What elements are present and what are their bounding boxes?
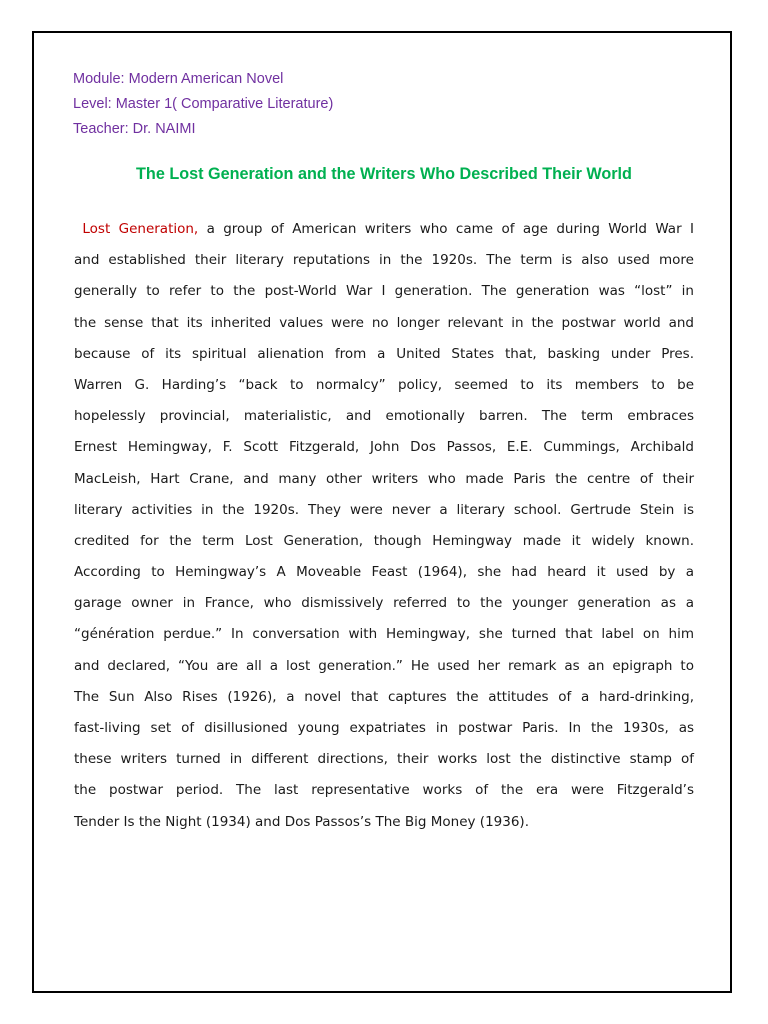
paragraph-line: Warren G. Harding’s “back to normalcy” policy, seemed to its members to be: [74, 376, 694, 393]
paragraph-line: credited for the term Lost Generation, though Hemingway made it widely known.: [74, 532, 694, 549]
paragraph-line: hopelessly provincial, materialistic, and emotionally barren. The term embraces: [74, 408, 694, 425]
paragraph-line: MacLeish, Hart Crane, and many other writers who made Paris the centre of their: [74, 470, 694, 487]
paragraph-line: generally to refer to the post-World War I generation. The generation was “lost” in: [74, 283, 694, 300]
paragraph-line: fast-living set of disillusioned young expatriates in postwar Paris. In the 1930s, as: [74, 720, 694, 736]
paragraph-line: The Sun Also Rises (1926), a novel that captures the attitudes of a hard-drinking,: [74, 688, 694, 705]
paragraph-line: [74, 214, 694, 245]
paragraph-line: because of its spiritual alienation from a United States that, basking under Pres.: [74, 345, 694, 362]
paragraph-line-text: a group of American writers who came of age during World War I: [206, 221, 694, 237]
paragraph-line: Ernest Hemingway, F. Scott Fitzgerald, John Dos Passos, E.E. Cummings, Archibald: [74, 439, 694, 456]
teacher-label: Teacher: Dr. NAIMI: [73, 121, 196, 137]
paragraph-line: the sense that its inherited values were no longer relevant in the postwar world and: [74, 314, 694, 331]
paragraph-line: literary activities in the 1920s. They were never a literary school. Gertrude Stein is: [74, 501, 694, 518]
body-paragraph: [74, 214, 694, 838]
document-title: The Lost Generation and the Writers Who Described Their World: [136, 165, 632, 183]
paragraph-line: and established their literary reputations in the 1920s. The term is also used more: [74, 252, 694, 269]
paragraph-line: garage owner in France, who dismissively referred to the younger generation as a: [74, 595, 694, 612]
level-label: Level: Master 1( Comparative Literature): [73, 96, 334, 112]
paragraph-line: these writers turned in different directions, their works lost the distinctive stamp of: [74, 751, 694, 768]
paragraph-line: and declared, “You are all a lost generation.” He used her remark as an epigraph to: [74, 657, 694, 674]
lead-term: Lost Generation,: [82, 221, 199, 237]
paragraph-line: Tender Is the Night (1934) and Dos Passos’s The Big Money (1936).: [74, 813, 529, 830]
paragraph-line: “génération perdue.” In conversation with Hemingway, she turned that label on him: [74, 626, 694, 643]
module-label: Module: Modern American Novel: [73, 71, 284, 87]
paragraph-line: the postwar period. The last representative works of the era were Fitzgerald’s: [74, 782, 694, 799]
paragraph-line: According to Hemingway’s A Moveable Feast (1964), she had heard it used by a: [74, 564, 694, 581]
course-header: [73, 67, 693, 142]
